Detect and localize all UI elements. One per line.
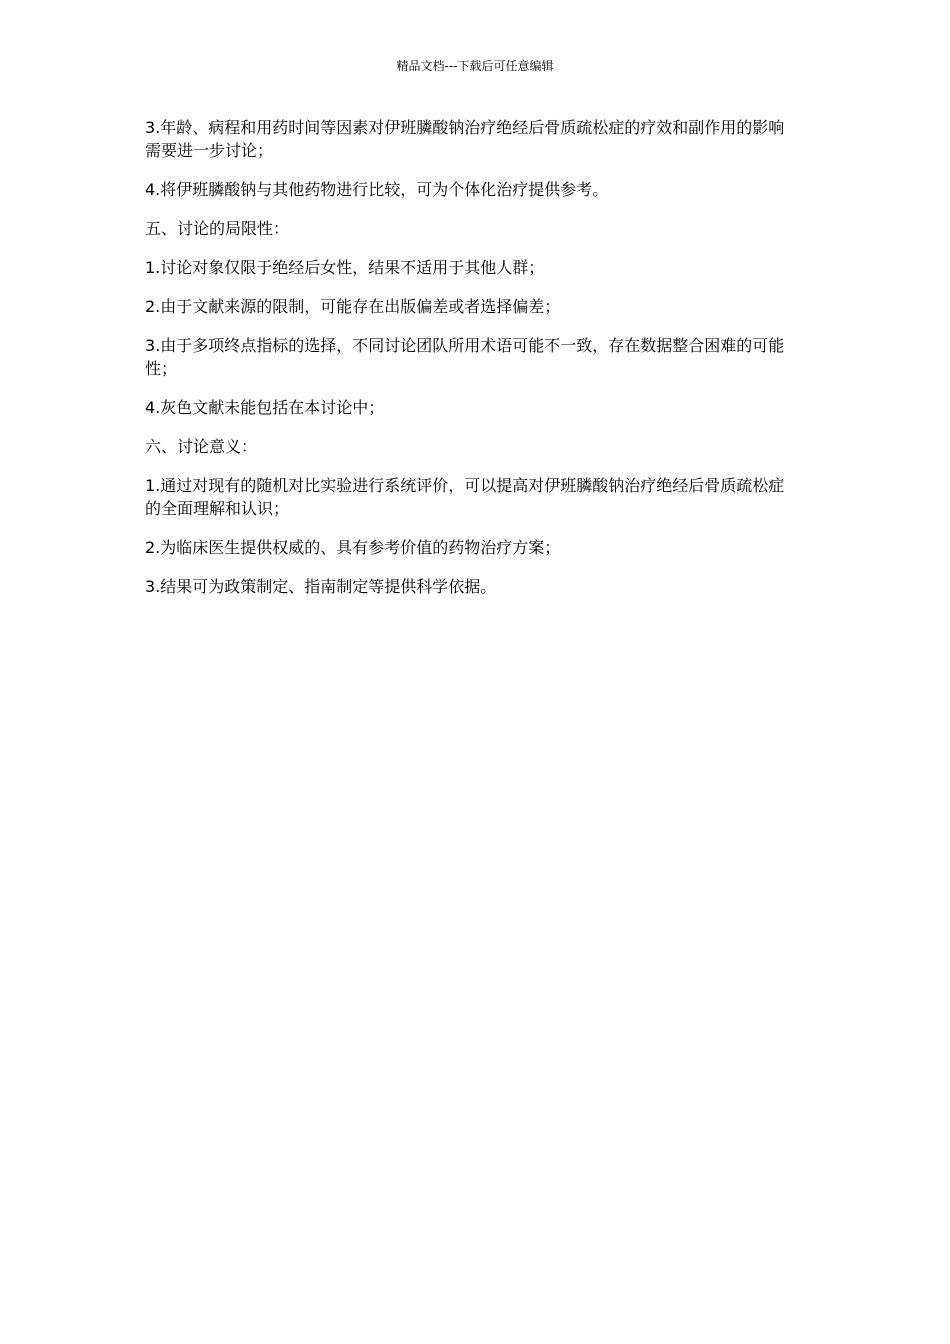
limitation-item-1: 1.讨论对象仅限于绝经后女性，结果不适用于其他人群；: [145, 258, 545, 277]
section-heading-limitations: 五、讨论的局限性：: [145, 219, 290, 238]
limitation-item-2: 2.由于文献来源的限制，可能存在出版偏差或者选择偏差；: [145, 297, 561, 316]
significance-item-1: 1.通过对现有的随机对比实验进行系统评价，可以提高对伊班膦酸钠治疗绝经后骨质疏松症的全面理解和认识；: [145, 476, 785, 518]
limitation-item-4: 4.灰色文献未能包括在本讨论中；: [145, 398, 385, 417]
paragraph-factors-discussion: 3.年龄、病程和用药时间等因素对伊班膦酸钠治疗绝经后骨质疏松症的疗效和副作用的影响需要进一步讨论；: [145, 118, 785, 160]
significance-item-3: 3.结果可为政策制定、指南制定等提供科学依据。: [145, 577, 497, 596]
paragraph-drug-comparison: 4.将伊班膦酸钠与其他药物进行比较，可为个体化治疗提供参考。: [145, 180, 609, 199]
significance-item-2: 2.为临床医生提供权威的、具有参考价值的药物治疗方案；: [145, 538, 561, 557]
section-heading-significance: 六、讨论意义：: [145, 437, 258, 456]
page-header: 精品文档---下载后可任意编辑: [396, 59, 554, 73]
limitation-item-3: 3.由于多项终点指标的选择，不同讨论团队所用术语可能不一致，存在数据整合困难的可能性；: [145, 336, 785, 378]
document-body: [145, 116, 797, 614]
